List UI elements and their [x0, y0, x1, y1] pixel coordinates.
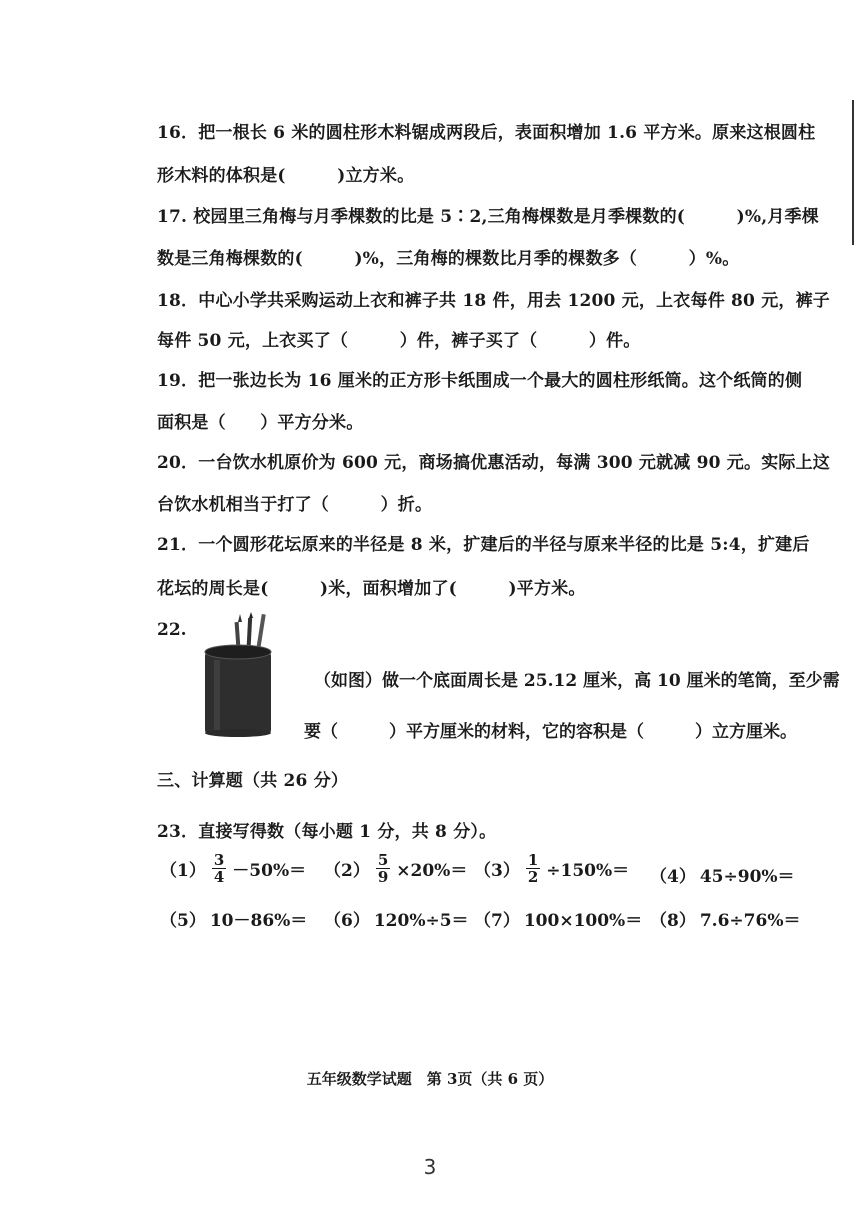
calc-2-numerator: 5	[377, 851, 389, 869]
calc-4-text: 45÷90%＝	[699, 867, 795, 887]
calc-6-text: 120%÷5＝	[373, 911, 469, 931]
calc-3-fraction	[526, 852, 540, 885]
calc-2-fraction	[376, 852, 390, 885]
q16-line2: 形木料的体积是( )立方米。	[157, 166, 415, 186]
section3-title: 三、计算题（共 26 分）	[157, 771, 349, 791]
calc-3-rest: ÷150%＝	[546, 861, 630, 881]
calc-6-label: （6）	[324, 911, 370, 931]
q19-line2: 面积是（ ）平方分米。	[157, 413, 364, 433]
calc-1-numerator: 3	[213, 851, 225, 869]
q18-line2: 每件 50 元，上衣买了（ ）件，裤子买了（ ）件。	[157, 331, 641, 351]
calc-7-text: 100×100%＝	[523, 911, 643, 931]
calc-6	[324, 906, 469, 931]
q20-line2: 台饮水机相当于打了（ ）折。	[157, 495, 433, 515]
pen-holder-figure	[200, 612, 280, 737]
q20-line1: 20．一台饮水机原价为 600 元，商场搞优惠活动，每满 300 元就减 90 元。实际上这	[157, 453, 830, 473]
calc-8	[650, 906, 800, 931]
calc-3-label: （3）	[474, 861, 520, 881]
q18-line1: 18．中心小学共采购运动上衣和裤子共 18 件，用去 1200 元，上衣每件 80 元，裤子	[157, 291, 830, 311]
calc-5-label: （5）	[160, 911, 206, 931]
calc-1-rest: －50%＝	[232, 861, 307, 881]
calc-3-denominator: 2	[527, 868, 539, 886]
q21-line1: 21．一个圆形花坛原来的半径是 8 米，扩建后的半径与原来半径的比是 5:4，扩建后	[157, 535, 810, 555]
calc-1-denominator: 4	[213, 868, 225, 886]
calc-8-label: （8）	[650, 911, 696, 931]
calc-7-label: （7）	[474, 911, 520, 931]
q22-line2: 要（ ）平方厘米的材料，它的容积是（ ）立方厘米。	[304, 722, 797, 742]
calc-2-label: （2）	[324, 861, 370, 881]
q22-line1: （如图）做一个底面周长是 25.12 厘米，高 10 厘米的笔筒，至少需	[314, 671, 840, 691]
q17-line2: 数是三角梅棵数的( )%，三角梅的棵数比月季的棵数多（ ）%。	[157, 249, 740, 269]
calc-4-label: （4）	[650, 867, 696, 887]
calc-8-text: 7.6÷76%＝	[699, 911, 801, 931]
q21-line2: 花坛的周长是( )米，面积增加了( )平方米。	[157, 579, 586, 599]
q22-number: 22.	[157, 620, 187, 640]
q19-line1: 19．把一张边长为 16 厘米的正方形卡纸围成一个最大的圆柱形纸筒。这个纸筒的侧	[157, 371, 803, 391]
calc-7	[474, 906, 642, 931]
calc-5	[160, 906, 307, 931]
q17-line1: 17. 校园里三角梅与月季棵数的比是 5∶2,三角梅棵数是月季棵数的( )%,月季棵	[157, 207, 819, 227]
calc-1-label: （1）	[160, 861, 206, 881]
q16-line1: 16．把一根长 6 米的圆柱形木料锯成两段后，表面积增加 1.6 平方米。原来这根圆柱	[157, 123, 816, 143]
calc-3	[474, 852, 629, 885]
calc-2-denominator: 9	[377, 868, 389, 886]
edge-mark	[852, 100, 854, 245]
calc-4	[650, 862, 795, 887]
calc-2	[324, 852, 467, 885]
calc-5-text: 10－86%＝	[209, 911, 308, 931]
calc-2-rest: ×20%＝	[396, 861, 468, 881]
page-number: 3	[423, 1155, 437, 1179]
q23-title: 23．直接写得数（每小题 1 分，共 8 分）。	[157, 822, 497, 842]
calc-3-numerator: 1	[527, 851, 539, 869]
calc-1-fraction	[212, 852, 226, 885]
calc-1	[160, 852, 306, 885]
page-footer: 五年级数学试题 第 3页（共 6 页）	[306, 1070, 554, 1088]
